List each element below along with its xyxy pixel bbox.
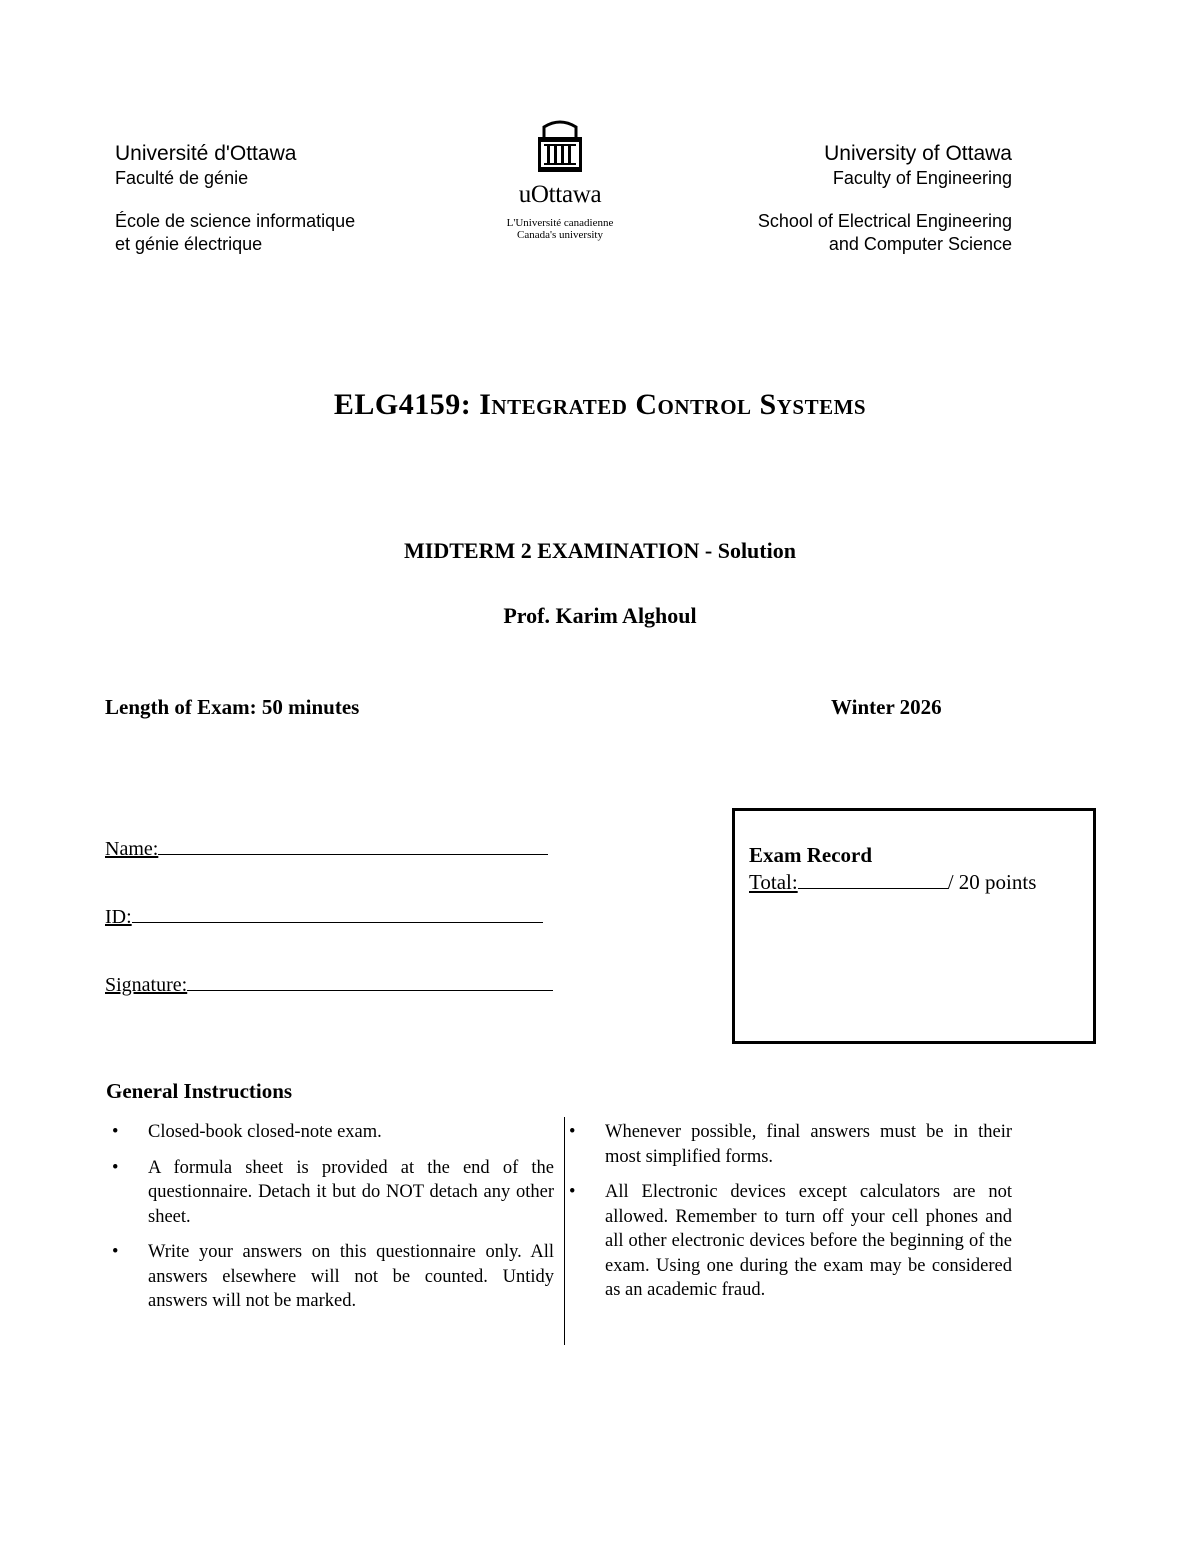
bullet-icon: •: [569, 1182, 576, 1202]
school-name-en: [758, 210, 1012, 256]
course-title: ELG4159: Integrated Control Systems: [333, 388, 867, 421]
university-name-fr: Université d'Ottawa: [115, 142, 297, 165]
school-line-2-en: and Computer Science: [828, 234, 1012, 254]
instructions-left-column: [112, 1120, 554, 1325]
faculty-name-fr: Faculté de génie: [115, 168, 249, 188]
list-item: [112, 1240, 554, 1314]
signature-field[interactable]: [105, 972, 553, 997]
general-instructions-title: General Instructions: [106, 1079, 293, 1103]
exam-record-title: Exam Record: [749, 843, 873, 867]
exam-term: Winter 2026: [831, 695, 942, 719]
instruction-text: All Electronic devices except calculators are not allowed. Remember to turn off your cell phones and all other electronic devices before the beginning of the exam. Using one during the exam may be considered as an academic fraud.: [605, 1182, 1012, 1300]
bullet-icon: •: [112, 1242, 119, 1262]
name-field[interactable]: [105, 836, 548, 861]
exam-title: MIDTERM 2 EXAMINATION - Solution: [404, 538, 796, 563]
logo-tagline-en: Canada's university: [517, 229, 603, 241]
instruction-text: Write your answers on this questionnaire only. All answers elsewhere will not be counted. Untidy answers will not be marked.: [148, 1242, 554, 1311]
faculty-name-en: Faculty of Engineering: [832, 168, 1012, 188]
instruction-text: Closed-book closed-note exam.: [148, 1122, 382, 1142]
uottawa-logo: [500, 115, 620, 241]
instructions-right-column: [569, 1120, 1012, 1314]
logo-wordmark: uOttawa: [518, 181, 602, 208]
total-suffix: / 20 points: [947, 870, 1037, 894]
school-line-1-fr: École de science informatique: [115, 211, 356, 231]
bullet-icon: •: [569, 1122, 576, 1142]
signature-blank-line[interactable]: [187, 972, 553, 991]
id-label: ID:: [105, 906, 132, 928]
total-label: Total:: [749, 870, 798, 894]
list-item: [112, 1120, 554, 1145]
list-item: [112, 1156, 554, 1230]
logo-tagline-fr: L'Université canadienne: [506, 217, 614, 229]
list-item: [569, 1180, 1012, 1303]
name-label: Name:: [105, 838, 159, 860]
list-item: [569, 1120, 1012, 1169]
school-name-fr: [115, 210, 355, 256]
school-line-1-en: School of Electrical Engineering: [757, 211, 1012, 231]
id-blank-line[interactable]: [132, 904, 543, 923]
header-french-block: [115, 142, 355, 256]
bullet-icon: •: [112, 1157, 119, 1178]
instruction-text: A formula sheet is provided at the end of the questionnaire. Detach it but do NOT detach any other sheet.: [148, 1157, 554, 1227]
header-english-block: [758, 142, 1012, 256]
school-line-2-fr: et génie électrique: [115, 234, 263, 254]
exam-record-total: [749, 870, 1036, 895]
id-field[interactable]: [105, 904, 543, 929]
column-divider: [564, 1117, 565, 1345]
bullet-icon: •: [112, 1122, 119, 1142]
professor-name: Prof. Karim Alghoul: [503, 603, 697, 628]
university-building-icon: [530, 115, 590, 175]
total-blank-line: [798, 870, 948, 889]
exam-record-box: [732, 808, 1096, 1044]
exam-length: Length of Exam: 50 minutes: [105, 695, 360, 719]
name-blank-line[interactable]: [158, 836, 548, 855]
signature-label: Signature:: [105, 974, 188, 996]
university-name-en: University of Ottawa: [824, 142, 1012, 165]
instruction-text: Whenever possible, final answers must be in their most simplified forms.: [605, 1122, 1012, 1167]
